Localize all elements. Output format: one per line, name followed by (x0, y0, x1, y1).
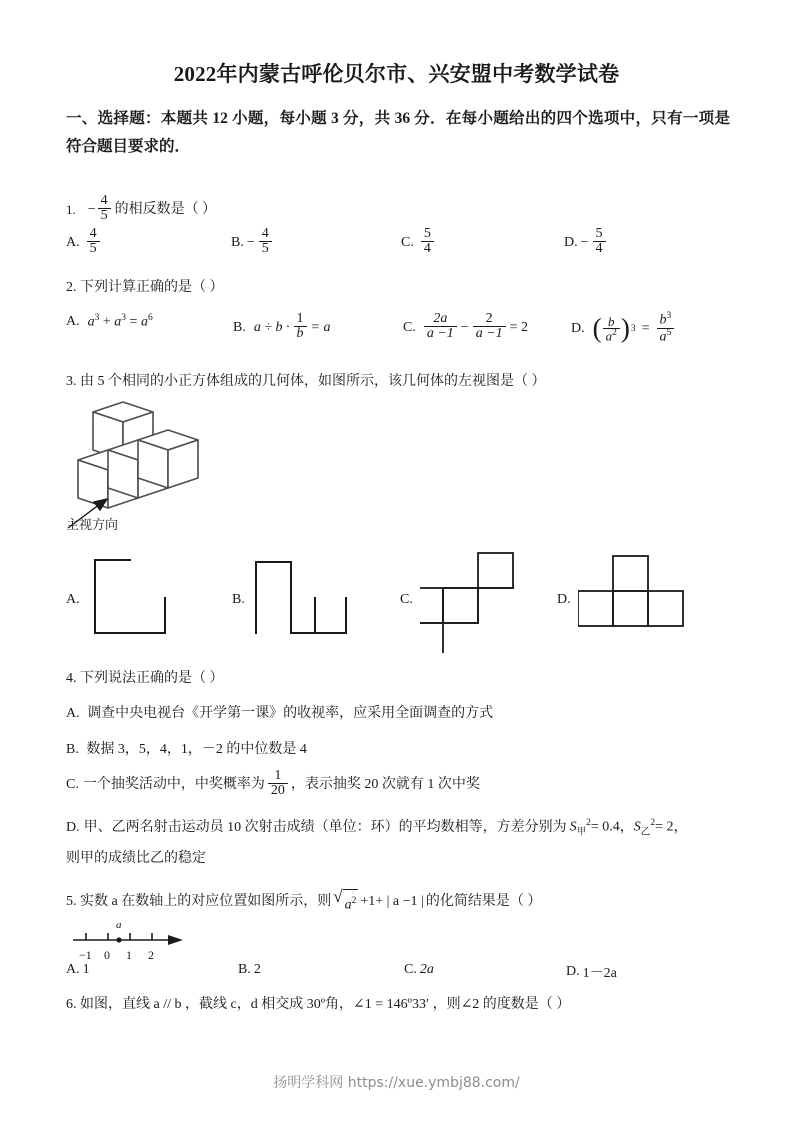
q1-option-b-den: 5 (259, 241, 272, 256)
q4d-tail-comma: ， (673, 819, 688, 835)
q2-option-a[interactable] (66, 313, 153, 331)
q1-option-a-den: 5 (87, 241, 100, 256)
q4d-s1-val: = 0.4 (590, 819, 620, 835)
cell (420, 623, 443, 653)
q2d-inner-fraction (603, 315, 620, 343)
cell (443, 588, 478, 623)
q4-option-d-text-before: 甲、乙两名射击运动员 10 次射击成绩（单位：环）的平均数相等，方差分别为 (83, 819, 567, 835)
q2d-rnum-exp: 3 (666, 311, 672, 321)
footer-watermark: 扬明学科网 https://xue.ymbj88.com/ (273, 1075, 520, 1091)
q2d-rnum: b (659, 312, 667, 328)
q3-option-d-shape[interactable] (578, 548, 693, 648)
q2-option-c[interactable] (403, 313, 528, 343)
tick-label: 2 (148, 948, 154, 962)
q4-option-b-text: 数据 3，5，4，1，－2 的中位数是 4 (86, 742, 307, 757)
q5-option-d-label: D. (566, 964, 580, 979)
q2c-num2: 2 (485, 311, 493, 326)
question-1-stem-text: 的相反数是（ ） (114, 201, 217, 217)
question-6-stem-text: 6. 如图，直线 a // b ，截线 c，d 相交成 30º角，∠1 = 146º33′ ，则∠2 的度数是（ ） (66, 997, 571, 1012)
q2-option-b-label: B. (233, 319, 246, 335)
q4-option-b-label: B. (66, 742, 79, 757)
question-1-number: 1. (66, 201, 76, 217)
q4-option-c[interactable] (66, 770, 480, 800)
q4c-den: 20 (268, 783, 288, 798)
q1-option-d-num: 5 (595, 226, 603, 241)
q5-option-c[interactable] (404, 962, 434, 978)
q1-option-d-label: D. (564, 234, 578, 250)
q4d-s2-val: = 2 (655, 819, 674, 835)
q4d-s2-sub: 乙 (640, 827, 651, 838)
q5-option-c-label: C. (404, 962, 417, 977)
q4-option-d-text-line2: 则甲的成绩比乙的稳定 (66, 851, 206, 866)
q4d-s1: S (569, 819, 577, 835)
q2d-outer-exp: 3 (630, 324, 636, 335)
q2a-var3: a (140, 314, 148, 330)
q1-stem-sign: − (87, 201, 96, 217)
q1-option-b-num: 4 (261, 226, 269, 241)
q2d-den: a (605, 328, 613, 344)
section-intro: 一、选择题：本题共 12 小题，每小题 3 分，共 36 分．在每小题给出的四个选项中，只有一项是符合题目要求的． (66, 110, 730, 155)
question-2-stem (66, 277, 224, 299)
q2a-plus: + (102, 314, 111, 330)
q2a-exp1: 3 (94, 313, 100, 323)
q4-option-c-label: C. (66, 776, 79, 792)
tick-label: 1 (126, 948, 132, 962)
sqrt-icon: √ (333, 887, 343, 906)
question-4-stem (66, 668, 224, 690)
q5-option-b-text: 2 (253, 962, 261, 977)
question-2-options (66, 313, 736, 355)
q1-option-d[interactable] (564, 228, 607, 258)
q1-option-c-num: 5 (423, 226, 431, 241)
q3-option-b-label: B. (232, 592, 245, 607)
shape-d-svg (578, 548, 693, 648)
q4-option-d-line2 (66, 848, 206, 870)
q1-option-a-num: 4 (89, 226, 97, 241)
q2b-den: b (294, 326, 307, 341)
q1-option-b[interactable] (231, 228, 273, 258)
q4d-variance-2 (634, 812, 674, 843)
q1-stem-fraction (98, 194, 111, 224)
q1-option-b-sign: − (246, 234, 255, 250)
q2b-tail: = a (310, 319, 331, 335)
q3-option-d-label: D. (557, 592, 571, 607)
q4d-variance-1 (570, 812, 620, 843)
q2a-eq: = (129, 314, 138, 330)
q2a-exp3: 6 (147, 313, 153, 323)
q4-option-d[interactable] (66, 812, 687, 843)
q2a-var1: a (87, 314, 95, 330)
question-2-stem-text: 2. 下列计算正确的是（ ） (66, 280, 224, 295)
q4d-s1-sub: 甲 (576, 827, 587, 838)
cell (420, 588, 443, 623)
question-5-stem-text-b: +1+ | a −1 | (360, 894, 424, 910)
q2c-den1: a −1 (424, 326, 457, 341)
q1-option-a-fraction (87, 227, 100, 257)
q4-option-d-label: D. (66, 819, 80, 835)
q2-option-b[interactable] (233, 313, 330, 343)
q3-option-a-shape[interactable] (90, 555, 180, 645)
q4c-num: 1 (274, 768, 282, 783)
question-5-stem-text-c: 的化简结果是（ ） (425, 894, 542, 910)
q4-option-c-text-after: ，表示抽奖 20 次就有 1 次中奖 (290, 776, 480, 792)
q4-option-a-text: 调查中央电视台《开学第一课》的收视率，应采用全面调查的方式 (87, 706, 494, 721)
q2d-paren-open: ( (592, 312, 602, 343)
tick-label: 0 (104, 948, 110, 962)
question-5-options (66, 962, 736, 984)
q1-option-c-den: 4 (421, 241, 434, 256)
q3-option-b-shape[interactable] (253, 555, 353, 645)
q5-option-b-label: B. (238, 962, 251, 977)
q4-option-a[interactable] (66, 703, 493, 725)
q2d-rnum-wrap (657, 312, 675, 328)
q5-option-c-text: 2a (419, 962, 434, 977)
cell (648, 591, 683, 626)
q5-radicand-exp: 2 (351, 896, 357, 906)
q2b-fraction (294, 312, 307, 342)
q3-option-c-label: C. (400, 592, 413, 607)
q1-option-a[interactable] (66, 228, 101, 258)
q2-option-d-label: D. (571, 321, 585, 337)
q2-option-d[interactable] (571, 313, 675, 346)
q2c-fraction-1 (424, 312, 457, 342)
q2d-rden-exp: 5 (666, 327, 672, 338)
q1-stem-numerator: 4 (100, 193, 108, 208)
question-1-stem (66, 195, 216, 225)
q1-option-a-label: A. (66, 234, 80, 250)
q2d-den-wrap (603, 328, 620, 343)
q5-option-b[interactable] (238, 962, 261, 978)
question-1-options (66, 228, 736, 268)
q3-option-a-label: A. (66, 592, 80, 607)
q1-option-b-label: B. (231, 234, 244, 250)
q5-radicand (343, 889, 359, 917)
cell (613, 591, 648, 626)
q1-option-c-fraction (421, 227, 434, 257)
q2d-result-fraction (657, 312, 675, 345)
shape-a-svg (90, 555, 180, 645)
shape-c-svg (420, 548, 530, 653)
q2d-rden-wrap (657, 328, 675, 345)
q4d-s1-sup: 2 (586, 818, 591, 828)
q1-option-d-fraction (593, 227, 606, 257)
q4c-probability-fraction (268, 769, 288, 799)
q5-radicand-var: a (344, 897, 352, 913)
q2d-num: b (608, 313, 615, 329)
q2a-var2: a (114, 314, 122, 330)
q4d-s2: S (633, 819, 641, 835)
q5-sqrt-group (333, 888, 358, 917)
question-6-stem (66, 994, 570, 1016)
cell (478, 553, 513, 588)
cell (613, 556, 648, 591)
q1-option-c-label: C. (401, 234, 414, 250)
q4-option-b[interactable] (66, 739, 307, 761)
q1-option-b-fraction (259, 227, 272, 257)
q4d-s2-sup: 2 (650, 818, 656, 828)
page-title: 2022年内蒙古呼伦贝尔市、兴安盟中考数学试卷 (173, 62, 620, 86)
q4-option-c-text-before: 一个抽奖活动中，中奖概率为 (82, 776, 265, 792)
q2d-den-exp: 2 (612, 327, 617, 338)
q2c-minus: − (460, 319, 469, 335)
q2c-fraction-2 (473, 312, 506, 342)
question-3-figure-caption (66, 514, 118, 533)
tick-label: −1 (79, 948, 92, 962)
cell (443, 588, 478, 623)
question-5-stem-text-a: 5. 实数 a 在数轴上的对应位置如图所示，则 (66, 894, 332, 910)
q2b-num: 1 (296, 311, 304, 326)
q2-option-a-label: A. (66, 313, 80, 329)
q2c-den2: a −1 (473, 326, 506, 341)
q2c-tail: = 2 (509, 319, 529, 335)
cell (578, 591, 613, 626)
q2b-lead: a ÷ b · (253, 319, 290, 335)
q2d-eq: = (641, 321, 650, 337)
q1-option-c[interactable] (401, 228, 435, 258)
q2a-exp2: 3 (121, 313, 127, 323)
q5-option-a-text: 1 (82, 962, 90, 977)
q3-option-c-shape[interactable] (420, 548, 530, 653)
q4d-comma: ， (619, 819, 634, 835)
main-view-direction-label: 主视方向 (66, 517, 119, 532)
question-4-stem-text: 4. 下列说法正确的是（ ） (66, 671, 224, 686)
question-3-stem (66, 371, 546, 393)
shape-b-svg (253, 555, 353, 645)
q1-option-d-den: 4 (593, 241, 606, 256)
q2d-rden: a (659, 329, 667, 345)
q5-option-a-label: A. (66, 962, 80, 977)
point-a-label: a (116, 919, 122, 931)
q2c-num1: 2a (433, 311, 448, 326)
q5-option-a[interactable] (66, 962, 90, 978)
point-a-marker (116, 937, 121, 942)
q5-option-d[interactable] (566, 962, 617, 982)
q1-stem-denominator: 5 (98, 208, 111, 223)
q5-option-d-text: 1－2a (582, 966, 617, 981)
q2-option-c-label: C. (403, 319, 416, 335)
axis-arrow (168, 935, 183, 945)
question-3-stem-text: 3. 由 5 个相同的小正方体组成的几何体，如图所示，该几何体的左视图是（ ） (66, 374, 546, 389)
q2d-paren-close: ) (620, 312, 630, 343)
q1-option-d-sign: − (580, 234, 589, 250)
q4-option-a-label: A. (66, 706, 80, 721)
